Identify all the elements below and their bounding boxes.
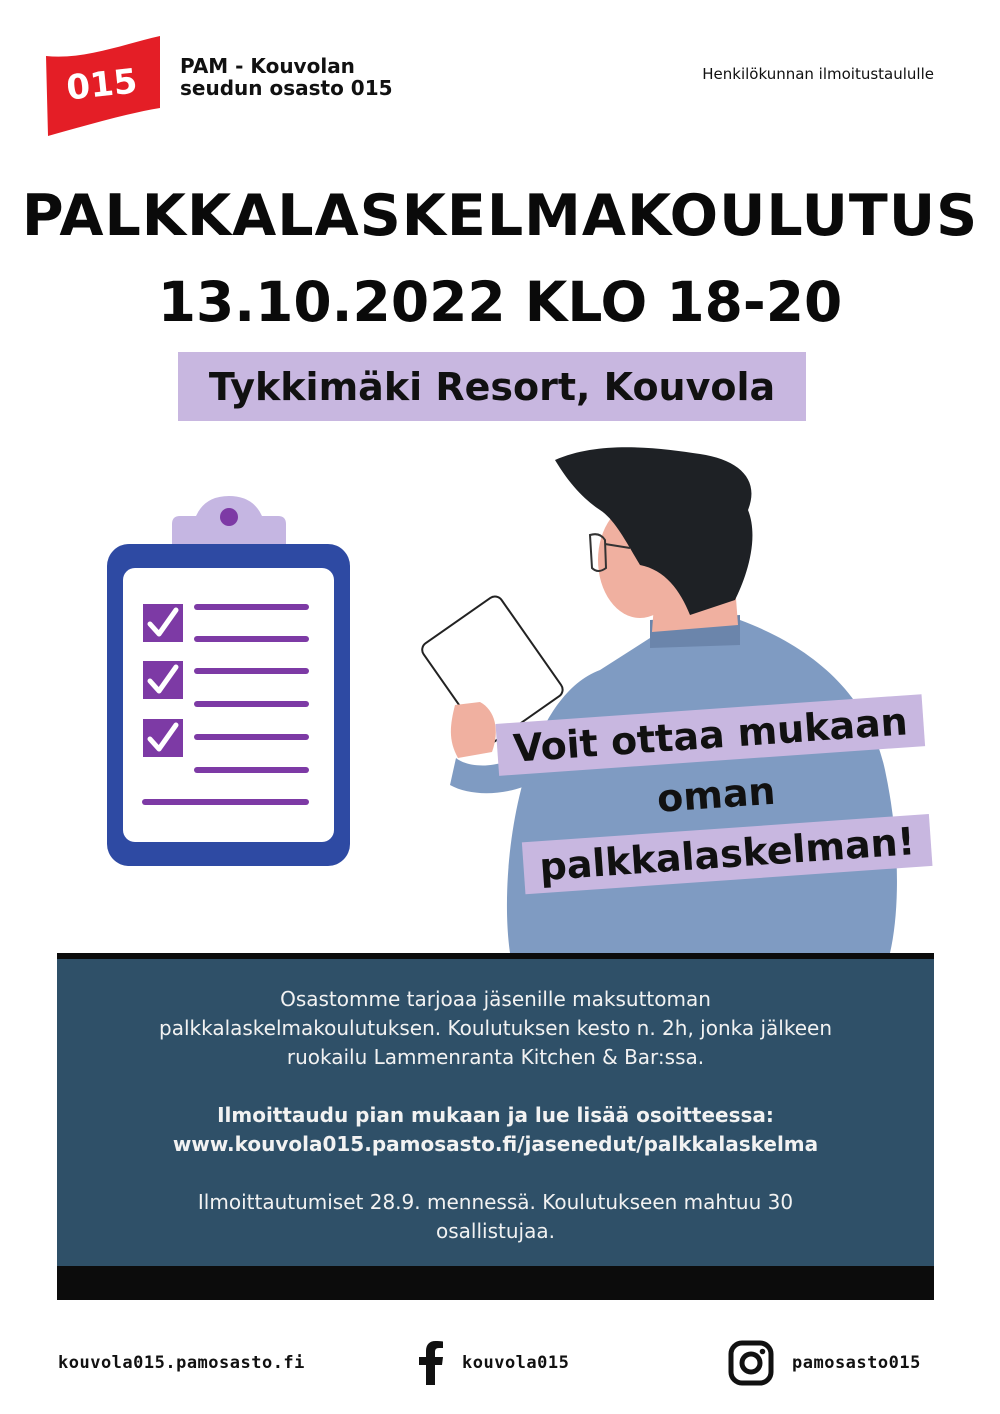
info-panel [57, 953, 934, 1300]
event-datetime: 13.10.2022 KLO 18-20 [157, 270, 843, 334]
footer-website-text: kouvola015.pamosasto.fi [58, 1353, 305, 1373]
info-description-line1: Osastomme tarjoaa jäsenille maksuttoman [280, 987, 711, 1011]
logo-text: 015 [64, 61, 140, 109]
org-name-line1: PAM - Kouvolan [180, 54, 355, 78]
deadline-line1: Ilmoittautumiset 28.9. mennessä. Koulutukseen mahtuu 30 [197, 1190, 794, 1214]
callout-line1: Voit ottaa mukaan [496, 694, 926, 776]
checkbox-icon [143, 604, 183, 642]
instagram-icon [728, 1340, 774, 1386]
signup-url-link[interactable]: www.kouvola015.pamosasto.fi/jasenedut/palkkalaskelma [172, 1132, 819, 1156]
venue-banner [178, 352, 806, 421]
checkbox-icon [143, 719, 183, 757]
info-text [77, 985, 914, 1275]
info-top-border [57, 953, 934, 959]
signup-instructions [77, 1101, 914, 1159]
signup-deadline [77, 1188, 914, 1246]
deadline-line2: osallistujaa. [436, 1219, 555, 1243]
bring-payslip-callout [496, 693, 961, 954]
org-name-line2: seudun osasto 015 [180, 76, 393, 100]
footer-facebook-link[interactable] [418, 1338, 569, 1388]
info-description [77, 985, 914, 1072]
footer-instagram-link[interactable] [728, 1338, 921, 1388]
info-bottom-border [57, 1266, 934, 1300]
facebook-icon [418, 1341, 444, 1385]
footer-instagram-text: pamosasto015 [792, 1353, 921, 1373]
clipboard-illustration [107, 496, 350, 866]
footer-website-link[interactable] [58, 1338, 305, 1388]
organization-name [180, 55, 393, 99]
callout-line3: palkkalaskelman! [522, 814, 933, 894]
footer-facebook-text: kouvola015 [462, 1353, 570, 1373]
notice-board-label: Henkilökunnan ilmoitustaululle [702, 65, 934, 83]
logo-015-flag [44, 34, 162, 136]
event-title: PALKKALASKELMAKOULUTUS [21, 183, 979, 249]
event-venue: Tykkimäki Resort, Kouvola [208, 364, 776, 409]
callout-line2: oman [655, 768, 777, 821]
info-description-line2: palkkalaskelmakoulutuksen. Koulutuksen kesto n. 2h, jonka jälkeen [159, 1016, 832, 1040]
checkbox-icon [143, 661, 183, 699]
info-description-line3: ruokailu Lammenranta Kitchen & Bar:ssa. [286, 1045, 705, 1069]
signup-line1: Ilmoittaudu pian mukaan ja lue lisää osoitteessa: [217, 1103, 774, 1127]
